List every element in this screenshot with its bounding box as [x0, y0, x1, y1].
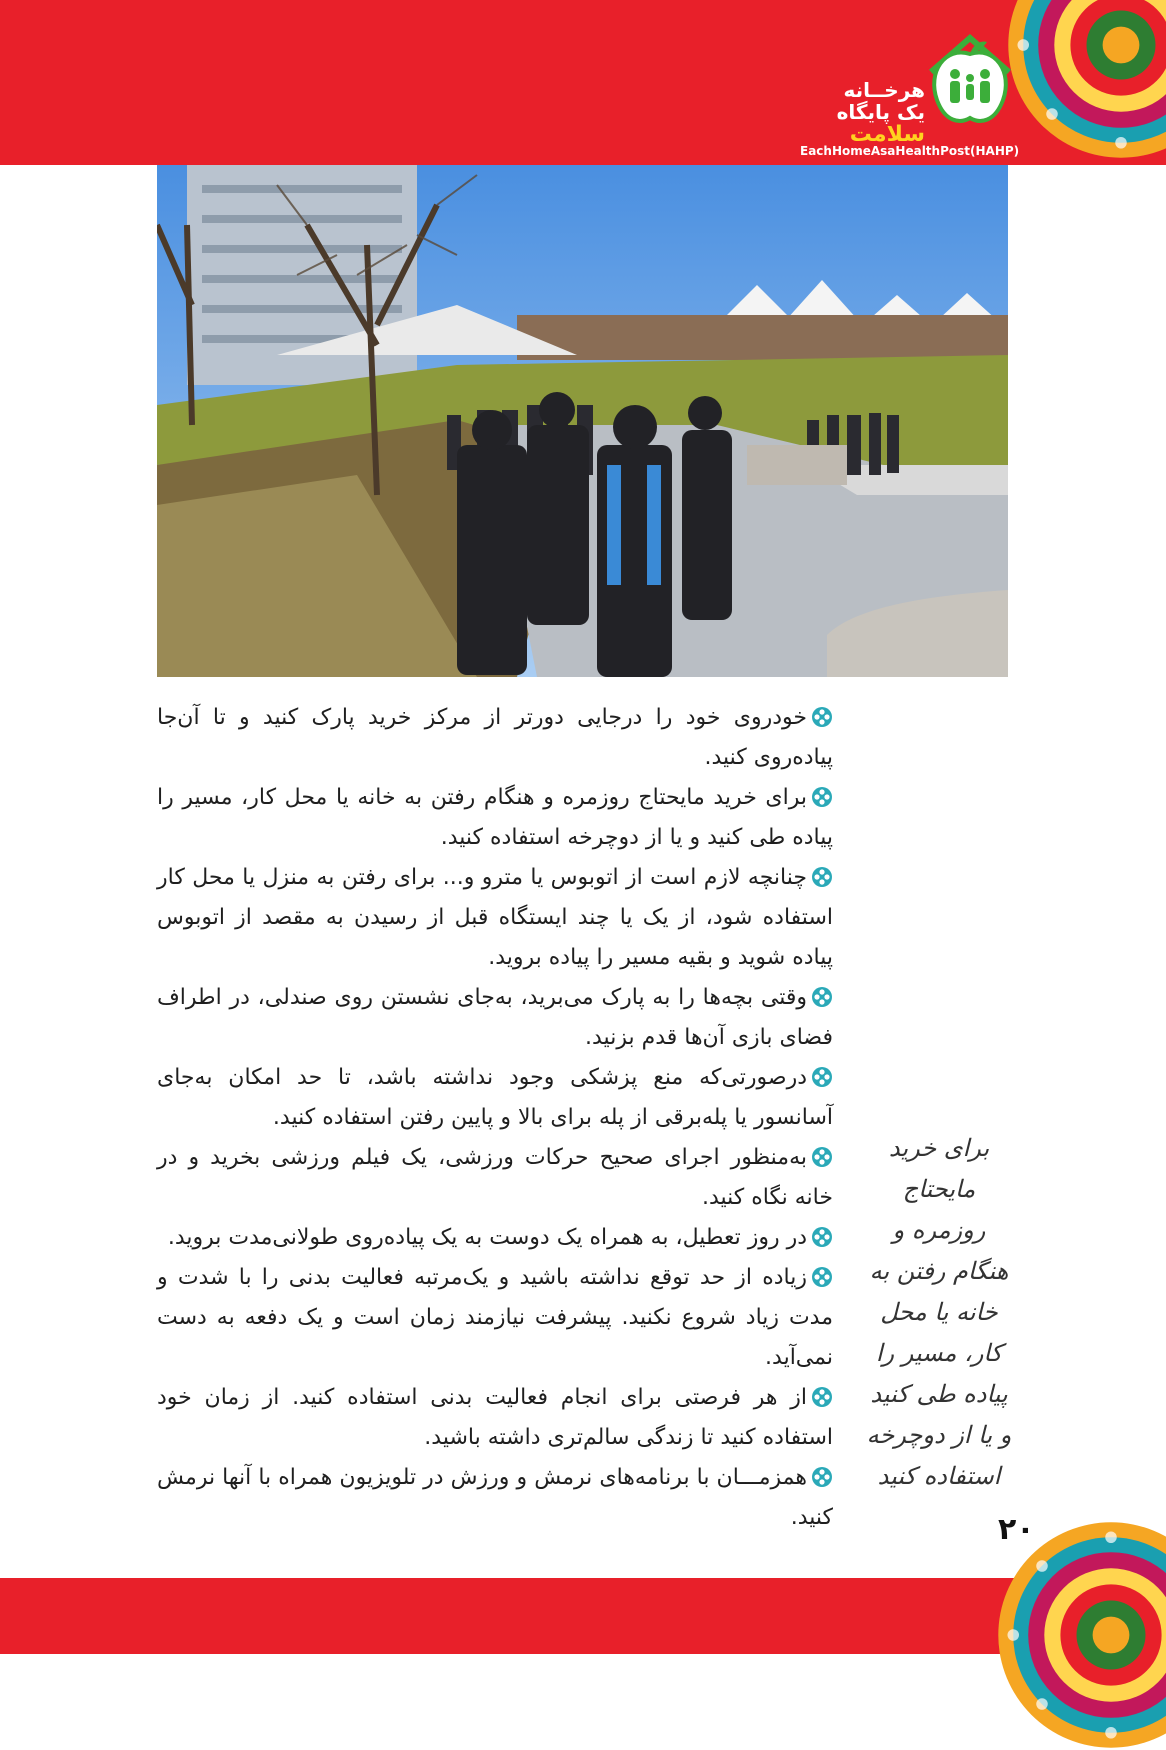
logo-text-line1: هرخــانه — [843, 78, 925, 102]
tip-text: در روز تعطیل، به همراه یک دوست به یک پیاده‌روی طولانی‌مدت بروید. — [167, 1225, 807, 1250]
tip-text: وقتی بچه‌ها را به پارک می‌برید، به‌جای نشستن روی صندلی، در اطراف فضای بازی آن‌ها قدم بزنید. — [157, 985, 833, 1050]
program-logo — [790, 30, 1020, 160]
tip-item — [157, 1258, 833, 1378]
flower-bullet-icon — [811, 1146, 833, 1168]
handwritten-side-note: برای خرید مایحتاج روزمره و هنگام رفتن به خانه یا محل کار، مسیر را پیاده طی کنید و یا از دوچرخه استفاده کنید — [866, 1134, 1012, 1490]
tip-item — [157, 1138, 833, 1218]
flower-bullet-icon — [811, 986, 833, 1008]
tip-text: چنانچه لازم است از اتوبوس یا مترو و... برای رفتن به منزل یا محل کار استفاده شود، از یک یا چند ایستگاه قبل از رسیدن به مقصد از اتوبوس پیاده شوید و بقیه مسیر را پیاده بروید. — [157, 865, 833, 970]
tip-text: برای خرید مایحتاج روزمره و هنگام رفتن به خانه یا محل کار، مسیر را پیاده طی کنید و یا از دوچرخه استفاده کنید. — [157, 785, 833, 850]
tip-item — [157, 1058, 833, 1138]
page-number: ۲۰ — [998, 1512, 1035, 1547]
tip-text: همزمـــان با برنامه‌های نرمش و ورزش در تلویزیون همراه با آنها نرمش کنید. — [157, 1465, 833, 1530]
park-walking-group-photo — [157, 165, 1008, 677]
flower-bullet-icon — [811, 866, 833, 888]
mandala-ornament-bottom-icon — [996, 1520, 1166, 1750]
mandala-ornament-top-icon — [1006, 0, 1166, 160]
tips-list — [157, 698, 833, 1538]
tip-text: درصورتی‌که منع پزشکی وجود نداشته باشد، تا حد امکان به‌جای آسانسور یا پله‌برقی از پله برای بالا و پایین رفتن استفاده کنید. — [157, 1065, 833, 1130]
tip-item — [157, 1458, 833, 1538]
tip-item — [157, 1378, 833, 1458]
flower-bullet-icon — [811, 706, 833, 728]
flower-bullet-icon — [811, 786, 833, 808]
tip-text: از هر فرصتی برای انجام فعالیت بدنی استفاده کنید. از زمان خود استفاده کنید تا زندگی سالم‌تری داشته باشید. — [157, 1385, 833, 1450]
tip-item — [157, 778, 833, 858]
tip-text: خودروی خود را درجایی دورتر از مرکز خرید پارک کنید و تا آن‌جا پیاده‌روی کنید. — [157, 705, 833, 770]
tip-text: به‌منظور اجرای صحیح حرکات ورزشی، یک فیلم ورزشی بخرید و در خانه نگاه کنید. — [157, 1145, 833, 1210]
flower-bullet-icon — [811, 1466, 833, 1488]
tip-text: زیاده از حد توقع نداشته باشید و یک‌مرتبه فعالیت بدنی را با شدت و مدت زیاد شروع نکنید. پیشرفت نیازمند زمان است و یک دفعه به دست نمی‌آید. — [157, 1265, 833, 1370]
apple-house-family-icon — [925, 32, 1015, 132]
flower-bullet-icon — [811, 1066, 833, 1088]
flower-bullet-icon — [811, 1266, 833, 1288]
flower-bullet-icon — [811, 1386, 833, 1408]
tip-item — [157, 698, 833, 778]
tip-item — [157, 858, 833, 978]
logo-text-line2: یک پایگاه — [836, 100, 925, 124]
tip-item — [157, 978, 833, 1058]
tip-item — [157, 1218, 833, 1258]
logo-latin-text: EachHomeAsaHealthPost(HAHP) — [800, 144, 1020, 158]
flower-bullet-icon — [811, 1226, 833, 1248]
logo-text-line3: سلامت — [849, 122, 925, 147]
footer-band — [0, 1578, 1166, 1654]
